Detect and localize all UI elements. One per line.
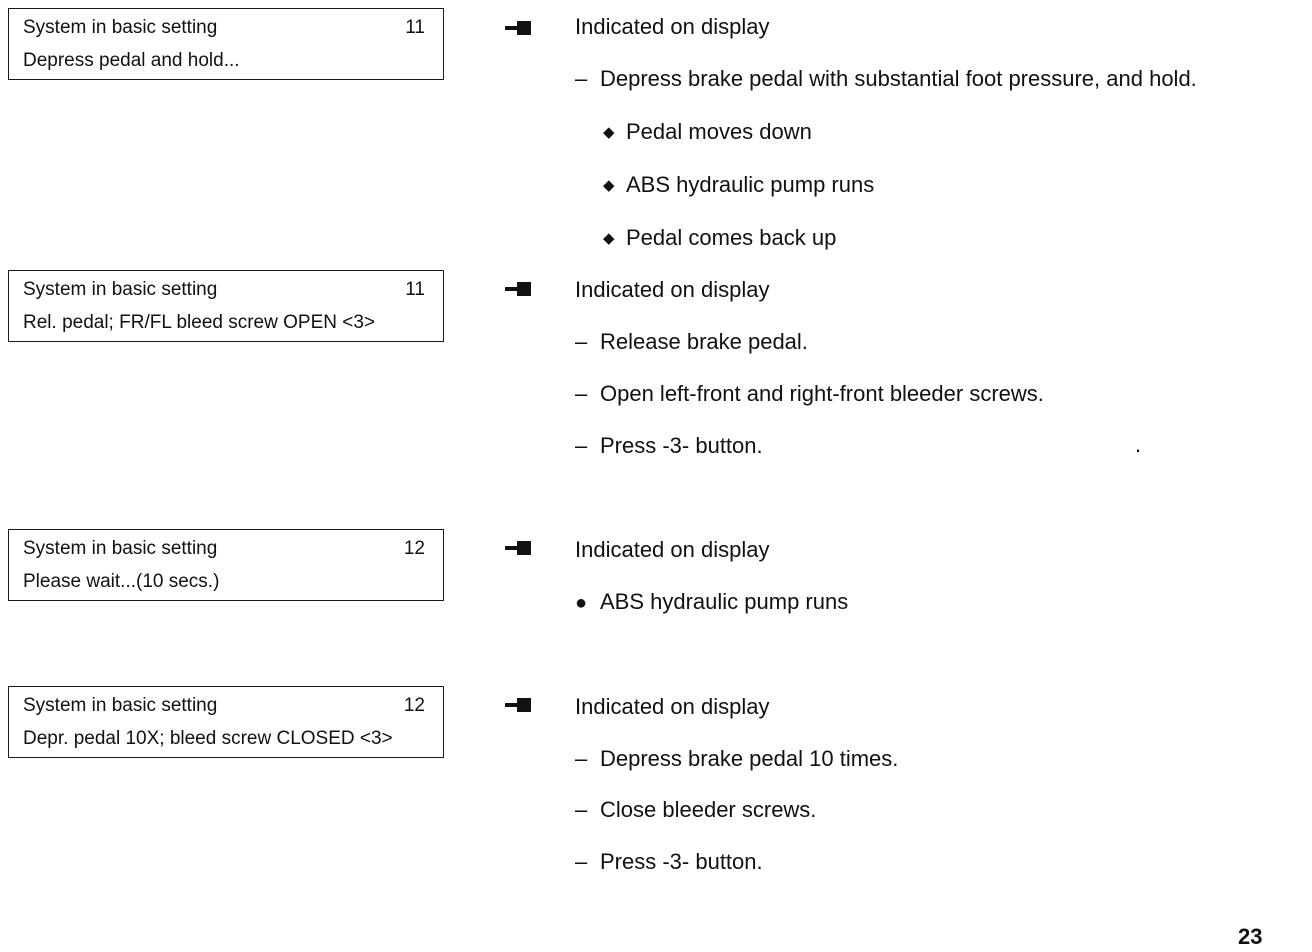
arrow-pointer-icon (505, 282, 531, 296)
display-line-1: System in basic setting (23, 279, 218, 300)
diamond-bullet-icon: ◆ (603, 124, 615, 141)
dot-bullet-icon: ● (575, 592, 588, 614)
sub-bullet-item (603, 225, 836, 251)
display-line-2: Depr. pedal 10X; bleed screw CLOSED <3> (23, 728, 393, 749)
display-box (8, 8, 444, 80)
display-line-1: System in basic setting (23, 538, 218, 559)
sub-bullet-text: Pedal comes back up (626, 225, 837, 250)
step-item (575, 433, 763, 459)
diamond-bullet-icon: ◆ (603, 230, 615, 247)
display-line-2: Rel. pedal; FR/FL bleed screw OPEN <3> (23, 312, 376, 333)
display-code: 12 (403, 695, 425, 716)
sub-bullet-item (603, 172, 874, 198)
display-code: 12 (403, 538, 425, 559)
display-code: 11 (405, 17, 425, 38)
dash-bullet: – (575, 329, 588, 354)
sub-bullet-item (603, 119, 812, 145)
arrow-pointer-icon (505, 21, 531, 35)
display-line-2: Depress pedal and hold... (23, 50, 240, 71)
step-text: Depress brake pedal 10 times. (600, 746, 899, 771)
sub-bullet-text: ABS hydraulic pump runs (626, 172, 875, 197)
display-box (8, 529, 444, 601)
dash-bullet: – (575, 433, 588, 458)
step-item (575, 849, 763, 875)
step-item (575, 381, 1044, 407)
step-item (575, 66, 1197, 92)
step-item (575, 329, 808, 355)
arrow-pointer-icon (505, 541, 531, 555)
stray-mark: . (1135, 432, 1142, 457)
display-heading: Indicated on display (575, 694, 770, 719)
display-heading: Indicated on display (575, 14, 770, 39)
dash-bullet: – (575, 381, 588, 406)
display-line-1: System in basic setting (23, 17, 218, 38)
step-item (575, 746, 898, 772)
dash-bullet: – (575, 797, 588, 822)
step-item (575, 797, 816, 823)
step-text: Press -3- button. (600, 849, 763, 874)
display-box (8, 686, 444, 758)
display-code: 11 (405, 279, 425, 300)
page-number: 23 (1238, 924, 1263, 949)
step-text: Depress brake pedal with substantial foot pressure, and hold. (600, 66, 1197, 91)
sub-bullet-text: Pedal moves down (626, 119, 812, 144)
dash-bullet: – (575, 746, 588, 771)
step-text: Close bleeder screws. (600, 797, 817, 822)
step-text: Open left-front and right-front bleeder screws. (600, 381, 1044, 406)
dash-bullet: – (575, 66, 588, 91)
bullet-text: ABS hydraulic pump runs (600, 589, 849, 614)
display-line-2: Please wait...(10 secs.) (23, 571, 220, 592)
step-text: Press -3- button. (600, 433, 763, 458)
diamond-bullet-icon: ◆ (603, 177, 615, 194)
display-box (8, 270, 444, 342)
display-heading: Indicated on display (575, 277, 770, 302)
bullet-item (575, 589, 848, 615)
dash-bullet: – (575, 849, 588, 874)
arrow-pointer-icon (505, 698, 531, 712)
display-heading: Indicated on display (575, 537, 770, 562)
step-text: Release brake pedal. (600, 329, 808, 354)
display-line-1: System in basic setting (23, 695, 218, 716)
